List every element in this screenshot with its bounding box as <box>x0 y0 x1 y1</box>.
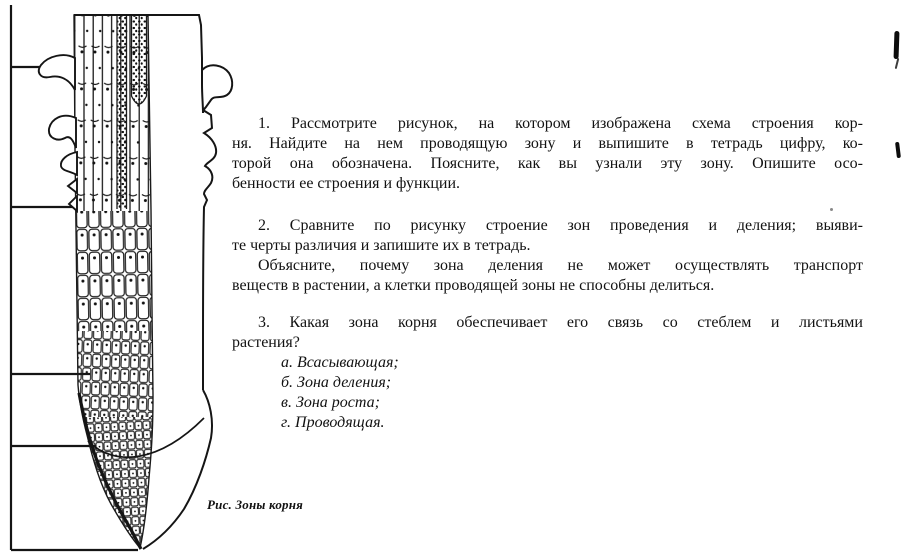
root-hair-left <box>49 116 76 148</box>
task-text-column <box>232 114 863 433</box>
text-line: 2. Сравните по рисунку строение зон проведения и деления; выяви- <box>258 217 863 234</box>
answer-option: г. Проводящая. <box>281 414 385 431</box>
root-hair-left <box>69 196 77 211</box>
text-line: Объясните, почему зона деления не может осуществлять транспорт <box>258 257 863 274</box>
answer-options-list <box>232 353 863 433</box>
answer-option: в. Зона роста; <box>281 394 380 411</box>
text-line: 3. Какая зона корня обеспечивает его связь со стеблем и листьями <box>258 314 863 331</box>
text-line: торой она обозначена. Поясните, как вы узнали эту зону. Опишите осо- <box>232 155 863 172</box>
scan-speck <box>830 208 833 211</box>
root-hair-right <box>202 65 232 113</box>
ink-mark <box>895 58 900 69</box>
figure-caption: Рис. Зоны корня <box>207 497 304 512</box>
root-diagram-illustration <box>0 0 240 558</box>
text-line: те черты различия и запишите их в тетрадь. <box>232 237 531 254</box>
answer-option: а. Всасывающая; <box>281 354 399 371</box>
task-paragraph-3 <box>232 313 863 353</box>
root-hair-left <box>68 179 77 193</box>
text-line: бенности ее строения и функции. <box>232 175 461 192</box>
root-hair-left <box>61 152 77 175</box>
ink-mark <box>894 31 900 59</box>
text-line: растения? <box>232 334 300 351</box>
root-contour-wavy-section <box>203 110 216 390</box>
stippled-vessel-strip <box>132 15 147 104</box>
stippled-vessel-strip <box>117 15 127 209</box>
task-paragraph-2 <box>232 216 863 296</box>
task-paragraph-1 <box>232 114 863 194</box>
root-hairs-left <box>39 55 77 211</box>
text-line: веществ в растении, а клетки проводящей зоны не способны делиться. <box>232 277 715 294</box>
root-hair-left <box>39 55 75 90</box>
answer-option: б. Зона деления; <box>281 374 392 391</box>
ink-mark <box>895 142 901 158</box>
text-line: 1. Рассмотрите рисунок, на котором изображена схема строения кор- <box>258 115 863 132</box>
text-line: ня. Найдите на нем проводящую зону и выпишите в тетрадь цифру, ко- <box>232 135 863 152</box>
root-cell-tissue <box>70 14 162 558</box>
